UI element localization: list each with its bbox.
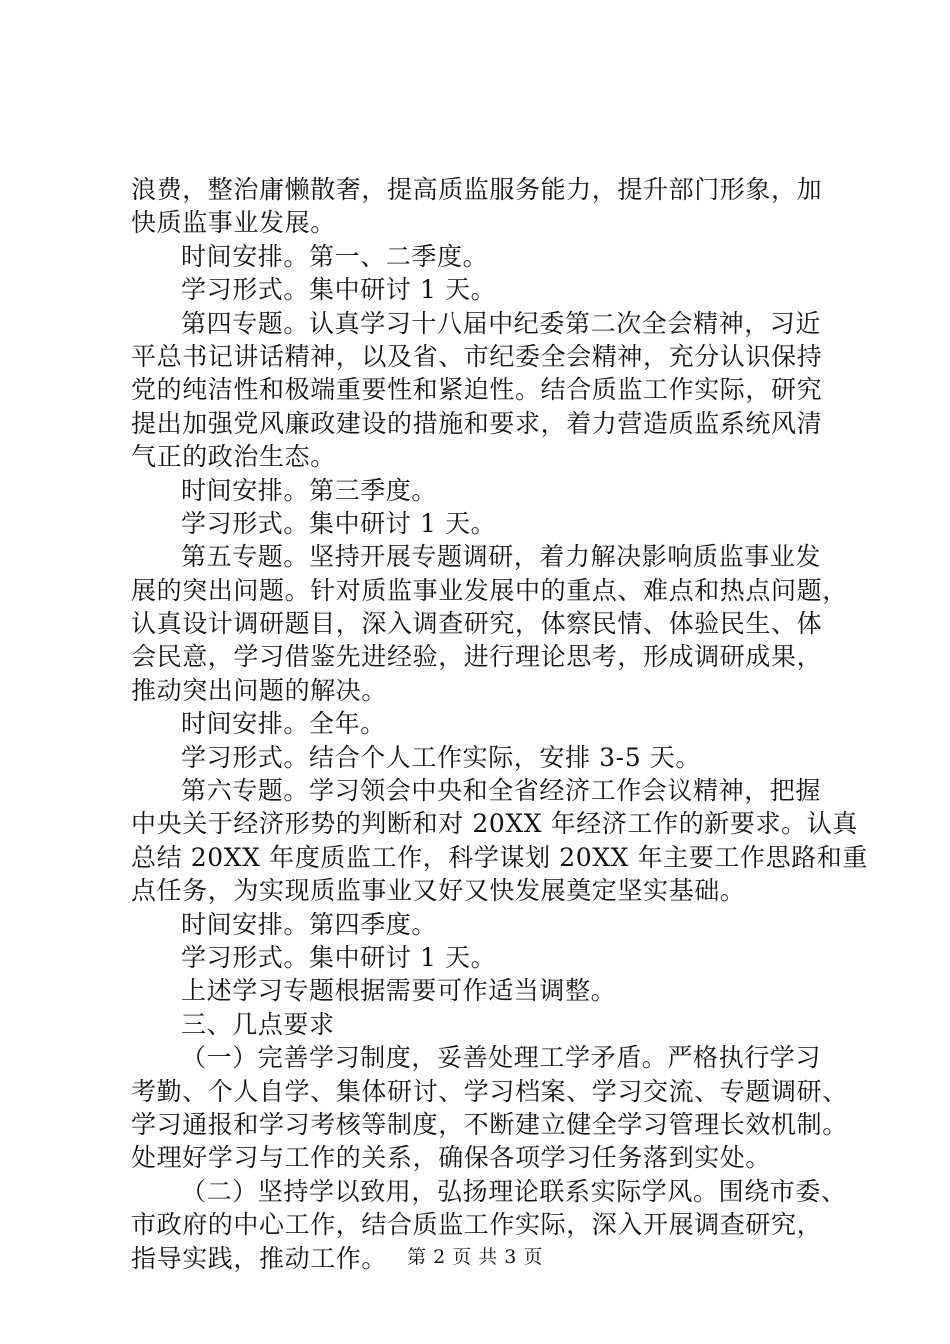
text-line: 时间安排。全年。 (181, 709, 386, 739)
text-line: 时间安排。第四季度。 (181, 909, 438, 939)
page-footer: 第 2 页 共 3 页 (407, 1246, 543, 1268)
text-line: 学习形式。集中研讨 1 天。 (181, 275, 497, 305)
text-line: 学习形式。集中研讨 1 天。 (181, 942, 497, 972)
text-line: 浪费，整治庸懒散奢，提高质监服务能力，提升部门形象，加 (131, 175, 823, 204)
text-line: 三、几点要求 (181, 1009, 335, 1039)
text-line: 第六专题。学习领会中央和全省经济工作会议精神，把握 (181, 776, 822, 806)
text-line: （二）坚持学以致用，弘扬理论联系实际学风。围绕市委、 (181, 1176, 847, 1206)
text-line: 推动突出问题的解决。 (131, 675, 388, 705)
text-line: （一）完善学习制度，妥善处理工学矛盾。严格执行学习 (181, 1043, 822, 1073)
text-line: 学习形式。集中研讨 1 天。 (181, 508, 497, 538)
text-line: 上述学习专题根据需要可作适当调整。 (181, 976, 617, 1006)
text-line: 处理好学习与工作的关系，确保各项学习任务落到实处。 (131, 1143, 772, 1173)
text-line: 提出加强党风廉政建设的措施和要求，着力营造质监系统风清 (131, 408, 823, 438)
text-line: 点任务，为实现质监事业又好又快发展奠定坚实基础。 (131, 876, 746, 906)
text-line: 平总书记讲话精神，以及省、市纪委全会精神，充分认识保持 (131, 341, 823, 371)
text-line: 市政府的中心工作，结合质监工作实际，深入开展调查研究， (131, 1210, 823, 1240)
text-line: 学习通报和学习考核等制度，不断建立健全学习管理长效机制。 (131, 1109, 848, 1139)
text-line: 展的突出问题。针对质监事业发展中的重点、难点和热点问题， (131, 575, 848, 605)
text-line: 时间安排。第三季度。 (181, 475, 438, 505)
document-body (131, 173, 869, 1275)
text-line: 学习形式。结合个人工作实际，安排 3-5 天。 (181, 742, 701, 772)
text-line: 快质监事业发展。 (131, 208, 336, 238)
text-line: 指导实践，推动工作。 (131, 1243, 388, 1273)
text-line: 第五专题。坚持开展专题调研，着力解决影响质监事业发 (181, 542, 822, 572)
text-line: 考勤、个人自学、集体研讨、学习档案、学习交流、专题调研、 (131, 1076, 848, 1106)
text-line: 中央关于经济形势的判断和对 20XX 年经济工作的新要求。认真 (131, 809, 858, 839)
text-line: 党的纯洁性和极端重要性和紧迫性。结合质监工作实际，研究 (131, 375, 823, 405)
text-line: 第四专题。认真学习十八届中纪委第二次全会精神，习近 (181, 308, 822, 338)
text-line: 总结 20XX 年度质监工作，科学谋划 20XX 年主要工作思路和重 (131, 842, 869, 872)
text-line: 认真设计调研题目，深入调查研究，体察民情、体验民生、体 (131, 609, 823, 639)
text-line: 气正的政治生态。 (131, 442, 336, 472)
text-line: 时间安排。第一、二季度。 (181, 241, 489, 271)
text-line: 会民意，学习借鉴先进经验，进行理论思考，形成调研成果， (131, 642, 823, 672)
